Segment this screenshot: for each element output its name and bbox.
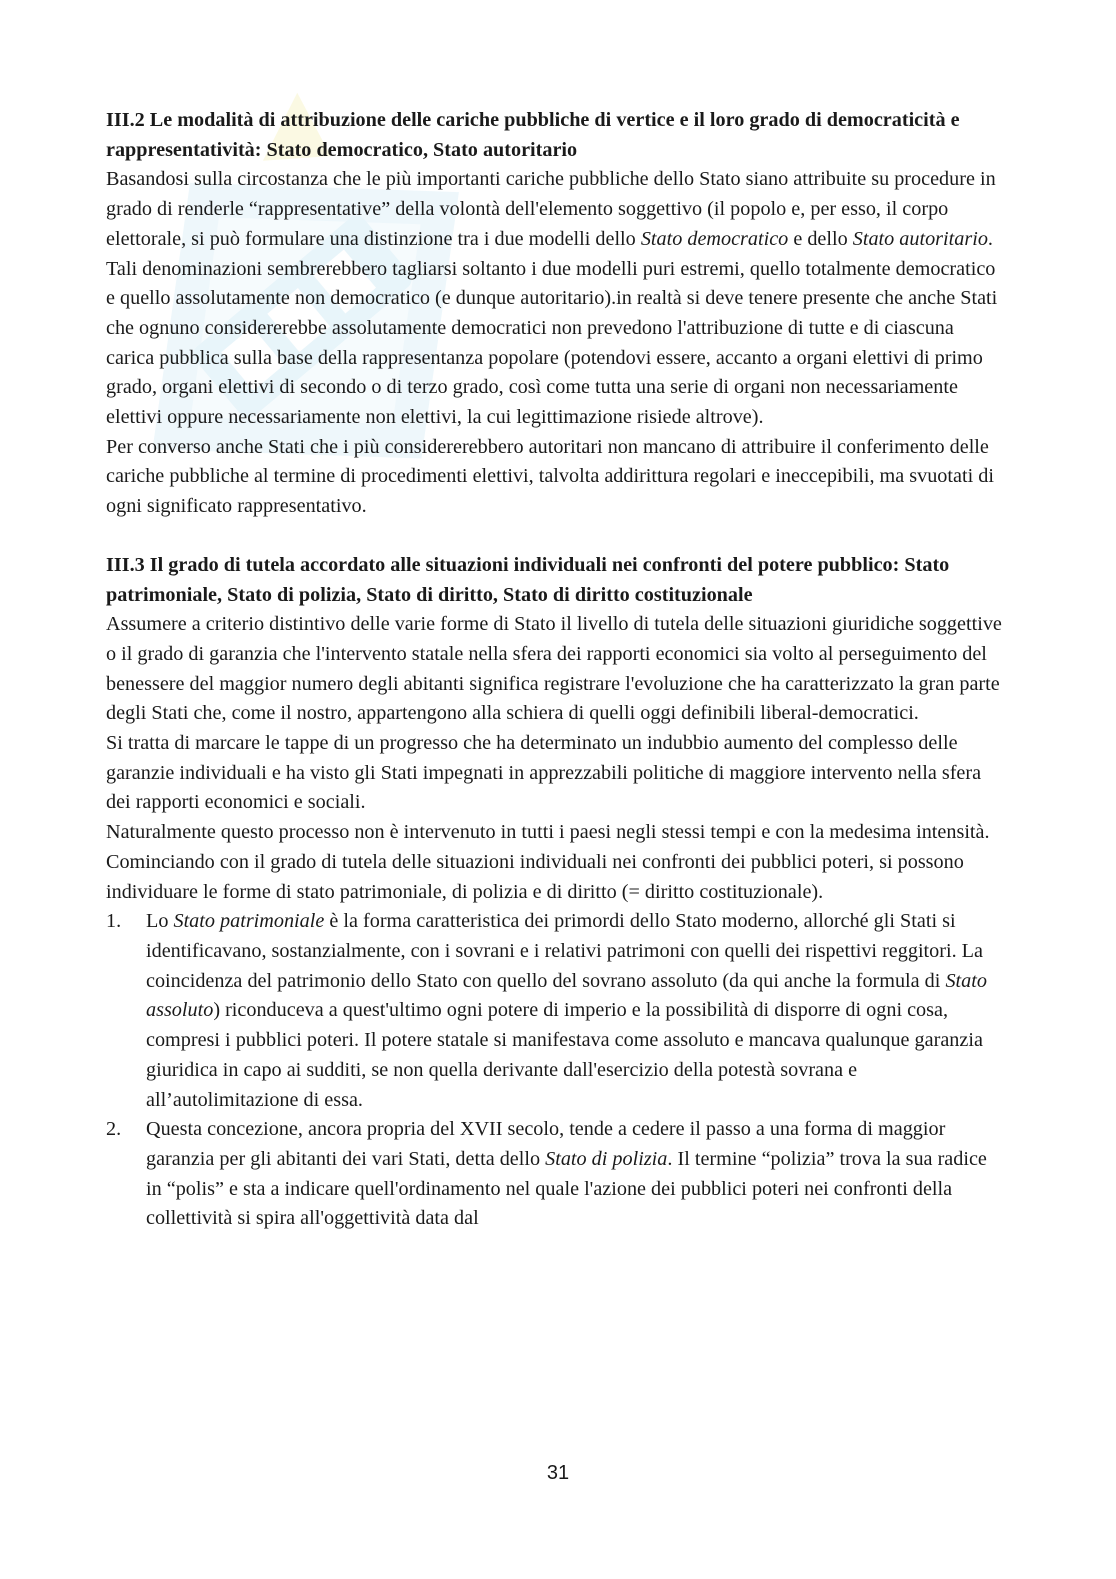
paragraph: Cominciando con il grado di tutela delle situazioni individuali nei confronti dei pubblici poteri, si possono individuare le forme di stato patrimoniale, di polizia e di diritto (= diritto costituzionale). bbox=[106, 850, 964, 903]
text-run: è la forma caratteristica dei primordi dello Stato moderno, allorché gli Stati si identificavano, sostanzialmente, con i sovrani e i relativi patrimoni con quelli dei rispettivi reggitori. La coincidenza del patrimonio dello Stato con quello del sovrano assoluto (da qui anche la formula di bbox=[146, 910, 983, 992]
text-run: Lo bbox=[146, 910, 174, 933]
text-run: Basandosi sulla circostanza che le più importanti cariche pubbliche dello Stato siano attribuite su procedure in grado di renderle “rappresentative” della volontà dell'elemento soggettivo (il popolo e, per esso, il corpo elettorale, si può formulare una distinzione tra i due modelli dello bbox=[106, 168, 996, 250]
document-page bbox=[106, 106, 1006, 1234]
list-item bbox=[106, 1115, 1006, 1234]
section-heading-iii-3: III.3 Il grado di tutela accordato alle situazioni individuali nei confronti del potere pubblico: Stato patrimoniale, Stato di polizia, Stato di diritto, Stato di diritto costituzionale bbox=[106, 553, 950, 606]
italic-term: Stato assoluto bbox=[146, 969, 987, 1022]
paragraph bbox=[106, 165, 1006, 432]
list-item bbox=[106, 907, 1006, 1115]
section-heading-iii-2: III.2 Le modalità di attribuzione delle cariche pubbliche di vertice e il loro grado di democraticità e rappresentatività: Stato democratico, Stato autoritario bbox=[106, 109, 960, 161]
page-number: 31 bbox=[546, 1462, 570, 1484]
italic-term: Stato di polizia bbox=[545, 1147, 668, 1170]
italic-term: Stato patrimoniale bbox=[173, 910, 325, 933]
list-number: 2. bbox=[106, 1118, 122, 1141]
italic-term: Stato autoritario bbox=[852, 227, 988, 250]
section-spacer bbox=[106, 522, 1006, 551]
paragraph: Assumere a criterio distintivo delle varie forme di Stato il livello di tutela delle situazioni giuridiche soggettive o il grado di garanzia che l'intervento statale nella sfera dei rapporti economici sia volto al perseguimento del benessere del maggior numero degli abitanti significa registrare l'evoluzione che ha caratterizzato la gran parte degli Stati che, come il nostro, appartengono alla schiera di quelli oggi definibili liberal-democratici. bbox=[106, 613, 1002, 725]
text-run: e dello bbox=[788, 227, 853, 250]
text-run: Questa concezione, ancora propria del XVII secolo, tende a cedere il passo a una forma di maggior garanzia per gli abitanti dei vari Stati, detta dello bbox=[146, 1118, 946, 1170]
text-run: . Tali denominazioni sembrerebbero tagliarsi soltanto i due modelli puri estremi, quello totalmente democratico e quello assolutamente non democratico (e dunque autoritario).in realtà si deve tenere presente che anche Stati che ognuno considererebbe assolutamente democratici non prevedono l'attribuzione di tutte e di ciascuna carica pubblica sulla base della rappresentanza popolare (potendovi essere, accanto a organi elettivi di primo grado, organi elettivi di secondo o di terzo grado, così come tutta una serie di organi non necessariamente elettivi oppure necessariamente non elettivi, la cui legittimazione risiede altrove). bbox=[106, 227, 998, 429]
paragraph: Naturalmente questo processo non è intervenuto in tutti i paesi negli stessi tempi e con la medesima intensità. bbox=[106, 821, 990, 844]
paragraph: Si tratta di marcare le tappe di un progresso che ha determinato un indubbio aumento del complesso delle garanzie individuali e ha visto gli Stati impegnati in apprezzabili politiche di maggiore intervento nella sfera dei rapporti economici e sociali. bbox=[106, 732, 982, 814]
text-run: ) riconduceva a quest'ultimo ogni potere di imperio e la possibilità di disporre di ogni cosa, compresi i pubblici poteri. Il potere statale si manifestava come assoluto e mancava qualunque garanzia giuridica in capo ai sudditi, se non quella derivante dall'esercizio della potestà sovrana e all’autolimitazione di essa. bbox=[146, 999, 983, 1111]
numbered-list bbox=[106, 907, 1006, 1234]
italic-term: Stato democratico bbox=[640, 227, 789, 250]
list-number: 1. bbox=[106, 910, 122, 933]
text-run: . Il termine “polizia” trova la sua radice in “polis” e sta a indicare quell'ordinamento nel quale l'azione dei pubblici poteri nei confronti della collettività si spira all'oggettività data dal bbox=[146, 1147, 987, 1230]
paragraph: Per converso anche Stati che i più considererebbero autoritari non mancano di attribuire il conferimento delle cariche pubbliche al termine di procedimenti elettivi, talvolta addirittura regolari e ineccepibili, ma svuotati di ogni significato rappresentativo. bbox=[106, 435, 994, 518]
